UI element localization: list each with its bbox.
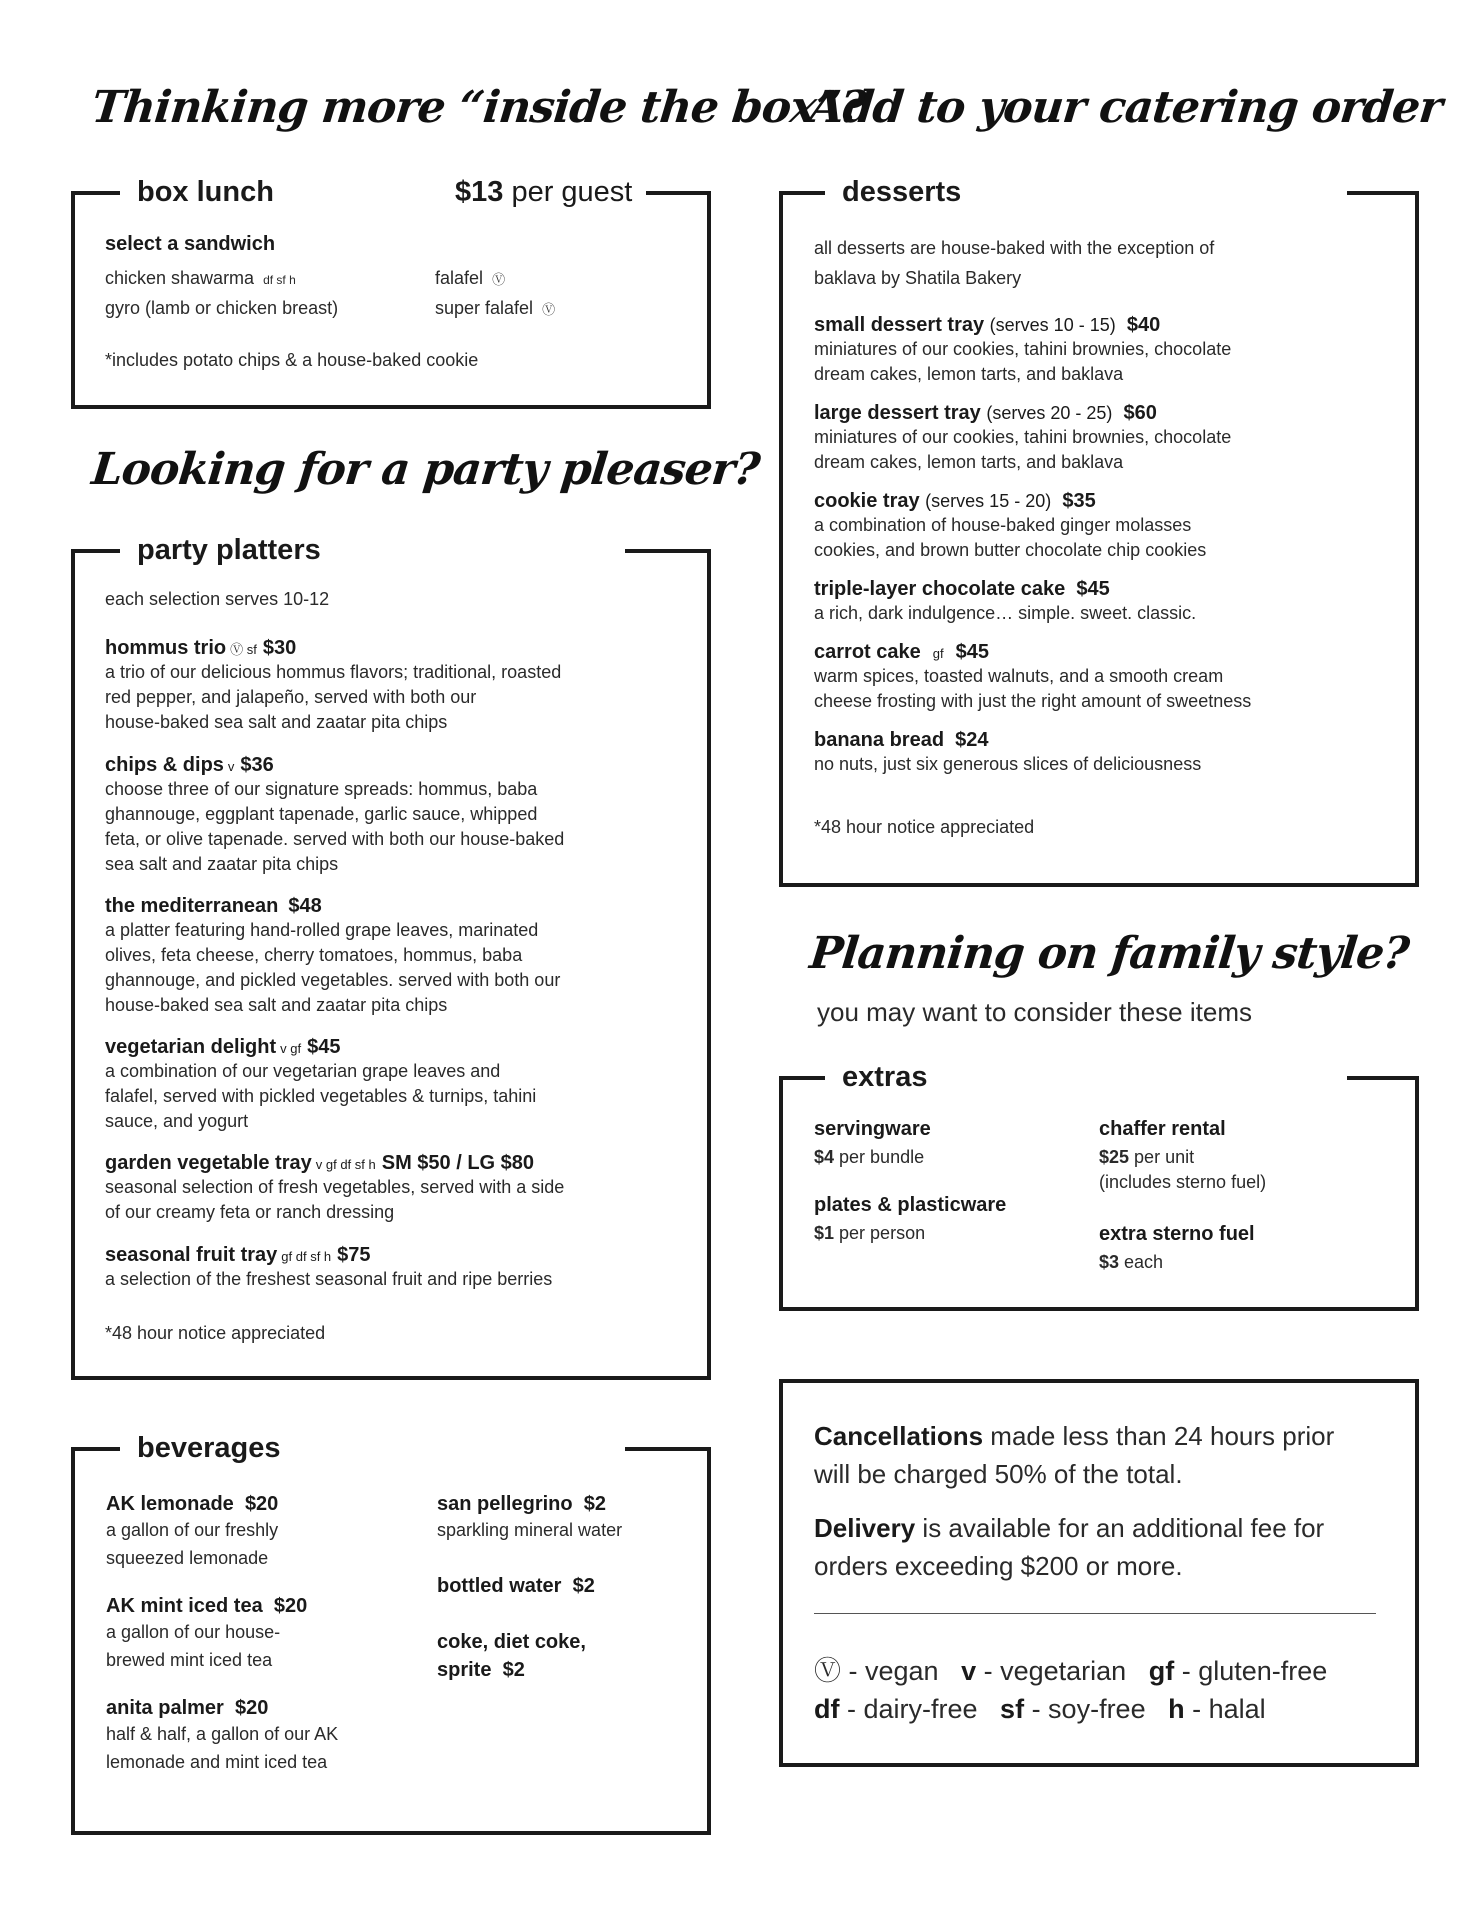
heading-family-style: Planning on family style? bbox=[807, 928, 1411, 979]
box-lunch-note: *includes potato chips & a house-baked cookie bbox=[105, 350, 479, 370]
dessert-chocolate-cake: triple-layer chocolate cake $45 a rich, dark indulgence… simple. sweet. classic. bbox=[814, 578, 1197, 623]
cancellation-policy: Cancellations made less than 24 hours prior will be charged 50% of the total. bbox=[814, 1421, 1335, 1489]
sandwich-item: chicken shawarma df sf h bbox=[105, 268, 296, 288]
box-lunch-price: $13 per guest bbox=[441, 174, 646, 210]
desserts-note: *48 hour notice appreciated bbox=[814, 817, 1035, 837]
beverage-coke: coke, diet coke, sprite $2 bbox=[437, 1631, 586, 1681]
extra-servingware: servingware $4 per bundle bbox=[814, 1118, 931, 1167]
heading-inside-the-box: Thinking more “inside the box”? bbox=[89, 82, 868, 133]
sandwich-item: super falafel Ⓥ bbox=[435, 298, 556, 318]
sandwich-item: gyro (lamb or chicken breast) bbox=[105, 298, 339, 318]
box-lunch-section bbox=[71, 176, 711, 409]
extras-section bbox=[779, 1061, 1419, 1311]
dessert-cookie-tray: cookie tray (serves 15 - 20) $35 a combination of house-baked ginger molasses cookies, and brown butter chocolate chip cookies bbox=[814, 490, 1207, 560]
dessert-banana-bread: banana bread $24 no nuts, just six generous slices of deliciousness bbox=[814, 729, 1202, 774]
desserts-section bbox=[779, 176, 1419, 887]
beverage-bottled-water: bottled water $2 bbox=[437, 1575, 595, 1597]
platter-seasonal-fruit: seasonal fruit tray gf df sf h $75 a selection of the freshest seasonal fruit and ripe berries bbox=[105, 1244, 553, 1289]
desserts-label: desserts bbox=[828, 174, 975, 210]
extra-sterno-fuel: extra sterno fuel $3 each bbox=[1099, 1223, 1255, 1272]
dietary-legend-row-2: df - dairy-free sf - soy-free h - halal bbox=[814, 1694, 1266, 1724]
policies-section bbox=[779, 1379, 1419, 1767]
box-lunch-label: box lunch bbox=[123, 174, 288, 210]
vegan-icon: Ⓥ bbox=[492, 272, 506, 287]
platter-mediterranean: the mediterranean $48 a platter featuring hand-rolled grape leaves, marinated olives, feta cheese, cherry tomatoes, hommus, baba ghannouge, and pickled vegetables. served with both our house-baked sea salt and zaatar pita chips bbox=[105, 895, 561, 1015]
dessert-small-tray: small dessert tray (serves 10 - 15) $40 miniatures of our cookies, tahini brownies, chocolate dream cakes, lemon tarts, and baklava bbox=[814, 314, 1232, 384]
beverage-anita-palmer: anita palmer $20 half & half, a gallon of our AK lemonade and mint iced tea bbox=[106, 1697, 339, 1772]
party-platters-section bbox=[71, 534, 711, 1380]
vegan-icon: Ⓥ bbox=[542, 302, 556, 317]
dessert-large-tray: large dessert tray (serves 20 - 25) $60 miniatures of our cookies, tahini brownies, chocolate dream cakes, lemon tarts, and baklava bbox=[814, 402, 1232, 472]
beverages-label: beverages bbox=[123, 1430, 295, 1466]
platter-hommus-trio: hommus trio Ⓥ sf $30 a trio of our delicious hommus flavors; traditional, roasted red pepper, and jalapeño, served with both our house-baked sea salt and zaatar pita chips bbox=[105, 637, 562, 732]
party-platters-intro: each selection serves 10-12 bbox=[105, 589, 330, 609]
platter-vegetarian-delight: vegetarian delight v gf $45 a combination of our vegetarian grape leaves and falafel, served with pickled vegetables & turnips, tahini sauce, and yogurt bbox=[105, 1036, 537, 1131]
desserts-intro: all desserts are house-baked with the exception of baklava by Shatila Bakery bbox=[814, 238, 1215, 288]
extra-plates-plasticware: plates & plasticware $1 per person bbox=[814, 1194, 1007, 1243]
extra-chaffer-rental: chaffer rental $25 per unit (includes sterno fuel) bbox=[1099, 1118, 1267, 1192]
dessert-carrot-cake: carrot cake gf $45 warm spices, toasted walnuts, and a smooth cream cheese frosting with just the right amount of sweetness bbox=[814, 641, 1252, 711]
extras-label: extras bbox=[828, 1059, 941, 1095]
platter-garden-vegetable: garden vegetable tray v gf df sf h SM $50 / LG $80 seasonal selection of fresh vegetables, served with a side of our creamy feta or ranch dressing bbox=[105, 1152, 565, 1222]
sandwich-item: falafel Ⓥ bbox=[435, 268, 506, 288]
select-sandwich-label: select a sandwich bbox=[105, 233, 276, 255]
delivery-policy: Delivery is available for an additional fee for orders exceeding $200 or more. bbox=[814, 1513, 1325, 1581]
beverage-ak-mint-iced-tea: AK mint iced tea $20 a gallon of our house- brewed mint iced tea bbox=[106, 1595, 308, 1670]
dietary-legend-row-1: Ⓥ - vegan v - vegetarian gf - gluten-free bbox=[814, 1656, 1328, 1686]
family-style-subtitle: you may want to consider these items bbox=[817, 997, 1252, 1027]
party-platters-label: party platters bbox=[123, 532, 335, 568]
heading-add-to-catering: Add to your catering order bbox=[807, 82, 1445, 133]
heading-party-pleaser: Looking for a party pleaser? bbox=[89, 444, 762, 495]
beverage-san-pellegrino: san pellegrino $2 sparkling mineral water bbox=[437, 1493, 623, 1540]
vegan-icon: Ⓥ bbox=[814, 1656, 841, 1686]
beverage-ak-lemonade: AK lemonade $20 a gallon of our freshly squeezed lemonade bbox=[106, 1493, 279, 1568]
platter-chips-dips: chips & dips v $36 choose three of our signature spreads: hommus, baba ghannouge, eggplant tapenade, garlic sauce, whipped feta, or olive tapenade. served with both our house-baked sea salt and zaatar pita chips bbox=[105, 754, 565, 874]
divider bbox=[814, 1613, 1376, 1614]
beverages-section bbox=[71, 1432, 711, 1835]
party-platters-note: *48 hour notice appreciated bbox=[105, 1323, 326, 1343]
